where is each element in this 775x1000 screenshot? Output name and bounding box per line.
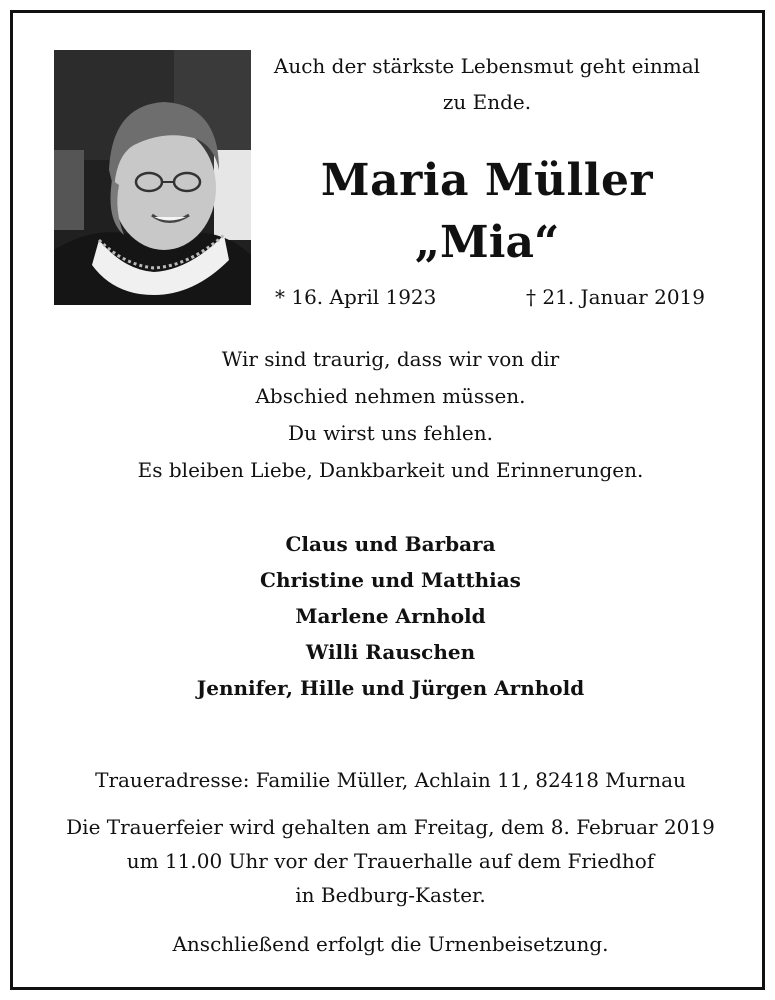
ceremony-line: um 11.00 Uhr vor der Trauerhalle auf dem Friedhof (126, 849, 655, 873)
motto-line-2: zu Ende. (442, 90, 532, 114)
ceremony-line: Die Trauerfeier wird gehalten am Freitag, dem 8. Februar 2019 (66, 815, 715, 839)
urn-burial-note: Anschließend erfolgt die Urnenbeisetzung. (172, 932, 609, 956)
ceremony-details (13, 810, 768, 912)
mourner-entry: Marlene Arnhold (295, 604, 486, 628)
deceased-name: Maria Müller (320, 155, 654, 206)
deceased-nickname: „Mia“ (414, 217, 560, 268)
mourning-verse (13, 341, 768, 489)
portrait-photo (54, 50, 251, 305)
motto-quote (257, 48, 717, 120)
mourner-entry: Claus und Barbara (285, 532, 496, 556)
obituary-notice (10, 10, 765, 990)
mourner-entry: Christine und Matthias (260, 568, 521, 592)
verse-line: Abschied nehmen müssen. (255, 384, 526, 408)
birth-date: * 16. April 1923 (275, 285, 437, 309)
verse-line: Du wirst uns fehlen. (288, 421, 493, 445)
motto-line-1: Auch der stärkste Lebensmut geht einmal (273, 54, 701, 78)
mourning-address: Traueradresse: Familie Müller, Achlain 11, 82418 Murnau (95, 768, 686, 792)
mourner-entry: Jennifer, Hille und Jürgen Arnhold (196, 676, 585, 700)
verse-line: Es bleiben Liebe, Dankbarkeit und Erinnerungen. (137, 458, 644, 482)
death-date: † 21. Januar 2019 (526, 285, 705, 309)
verse-line: Wir sind traurig, dass wir von dir (221, 347, 560, 371)
mourners-list (13, 526, 768, 706)
ceremony-line: in Bedburg-Kaster. (295, 883, 486, 907)
mourner-entry: Willi Rauschen (305, 640, 476, 664)
